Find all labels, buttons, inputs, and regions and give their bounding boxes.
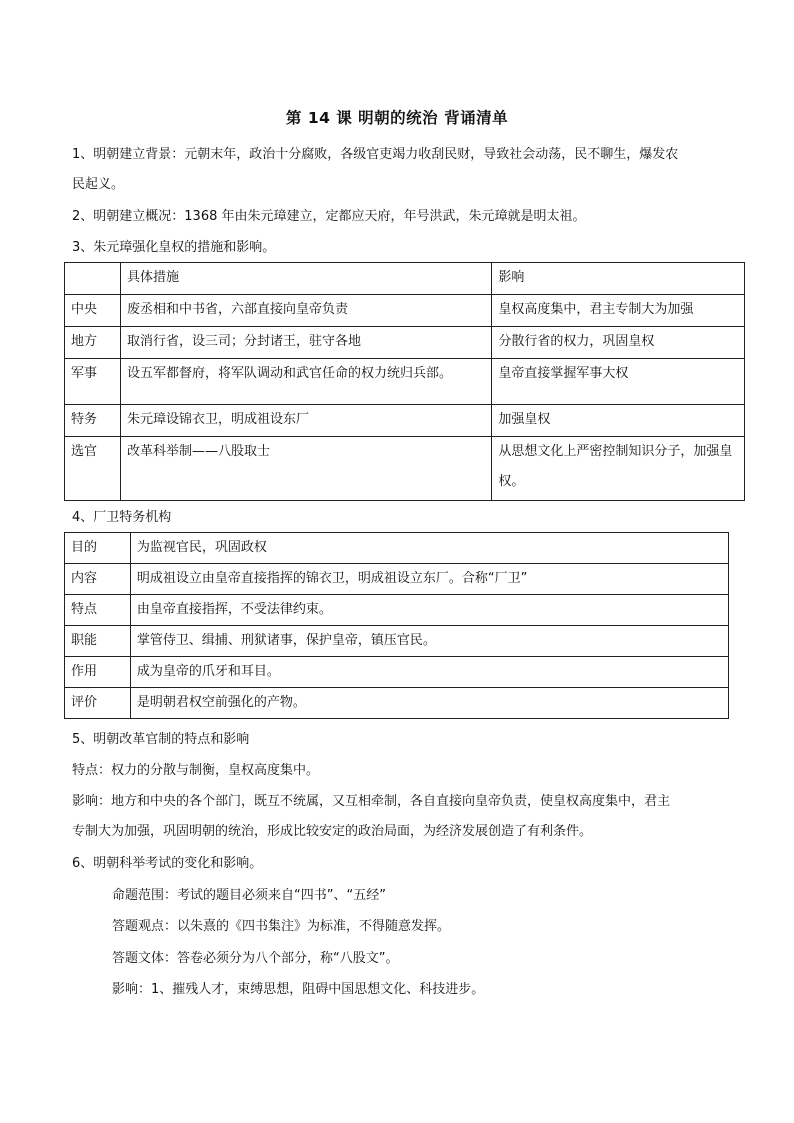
paragraph-5-feature: 特点：权力的分散与制衡，皇权高度集中。: [72, 763, 320, 778]
table-cell-detail: 成为皇帝的爪牙和耳目。: [130, 657, 728, 688]
table-cell-impact: 皇帝直接掌握军事大权: [492, 359, 745, 405]
table-row: [65, 437, 745, 501]
table-cell-detail: 由皇帝直接指挥，不受法律约束。: [130, 595, 728, 626]
paragraph-3-heading: 3、朱元璋强化皇权的措施和影响。: [72, 240, 276, 255]
changwei-table: [64, 532, 729, 719]
paragraph-4-heading: 4、厂卫特务机构: [72, 510, 172, 525]
table-row: [65, 595, 729, 626]
table-row: [65, 688, 729, 719]
table-header-cell: 具体措施: [120, 263, 491, 295]
table-cell-category: 地方: [65, 327, 121, 359]
table-row: [65, 657, 729, 688]
table-row: [65, 295, 745, 327]
page-title: 第 14 课 明朝的统治 背诵清单: [285, 109, 509, 127]
paragraph-6-heading: 6、明朝科举考试的变化和影响。: [72, 856, 263, 871]
table-cell-aspect: 职能: [65, 626, 131, 657]
table-cell-impact: 皇权高度集中，君主专制大为加强: [492, 295, 745, 327]
table-cell-aspect: 目的: [65, 533, 131, 564]
table-cell-category: 军事: [65, 359, 121, 405]
table-cell-measure: 改革科举制——八股取士: [120, 437, 491, 501]
paragraph-6-effect: 影响：1、摧残人才，束缚思想，阻碍中国思想文化、科技进步。: [112, 982, 485, 997]
table-cell-detail: 明成祖设立由皇帝直接指挥的锦衣卫，明成祖设立东厂。合称“厂卫”: [130, 564, 728, 595]
table-cell-impact: 加强皇权: [492, 405, 745, 437]
table-row: [65, 359, 745, 405]
table-cell-aspect: 特点: [65, 595, 131, 626]
paragraph-1-line-2: 民起义。: [72, 177, 125, 192]
table-header-row: [65, 263, 745, 295]
measures-table: [64, 262, 745, 501]
table-cell-detail: 掌管侍卫、缉捕、刑狱诸事，保护皇帝，镇压官民。: [130, 626, 728, 657]
table-cell-detail: 为监视官民，巩固政权: [130, 533, 728, 564]
table-cell-impact: 分散行省的权力，巩固皇权: [492, 327, 745, 359]
table-cell-measure: 取消行省，设三司；分封诸王，驻守各地: [120, 327, 491, 359]
table-row: [65, 564, 729, 595]
table-row: [65, 405, 745, 437]
table-cell-aspect: 内容: [65, 564, 131, 595]
table-header-cell: [65, 263, 121, 295]
paragraph-1-line-1: 1、明朝建立背景：元朝末年，政治十分腐败，各级官吏竭力收刮民财，导致社会动荡，民不聊生，爆发农: [72, 147, 679, 162]
table-cell-measure: 废丞相和中书省，六部直接向皇帝负责: [120, 295, 491, 327]
table-header-cell: 影响: [492, 263, 745, 295]
table-cell-detail: 是明朝君权空前强化的产物。: [130, 688, 728, 719]
table-cell-measure: 朱元璋设锦衣卫，明成祖设东厂: [120, 405, 491, 437]
table-row: [65, 327, 745, 359]
paragraph-5-effect-line-1: 影响：地方和中央的各个部门，既互不统属，又互相牵制，各自直接向皇帝负责，使皇权高度集中，君主: [72, 794, 671, 809]
paragraph-2: 2、明朝建立概况：1368 年由朱元璋建立，定都应天府，年号洪武，朱元璋就是明太祖。: [72, 209, 586, 224]
paragraph-5-effect-line-2: 专制大为加强，巩固明朝的统治，形成比较安定的政治局面，为经济发展创造了有利条件。: [72, 824, 593, 839]
table-cell-category: 特务: [65, 405, 121, 437]
paragraph-1: [72, 140, 732, 200]
paragraph-6-style: 答题文体：答卷必须分为八个部分，称“八股文”。: [112, 951, 399, 966]
table-cell-aspect: 评价: [65, 688, 131, 719]
table-cell-category: 中央: [65, 295, 121, 327]
table-cell-aspect: 作用: [65, 657, 131, 688]
paragraph-6-viewpoint: 答题观点：以朱熹的《四书集注》为标准，不得随意发挥。: [112, 919, 451, 934]
table-cell-measure: 设五军都督府，将军队调动和武官任命的权力统归兵部。: [120, 359, 491, 405]
table-row: [65, 533, 729, 564]
table-row: [65, 626, 729, 657]
paragraph-6-scope: 命题范围：考试的题目必须来自“四书”、“五经”: [112, 888, 386, 903]
table-cell-category: 选官: [65, 437, 121, 501]
paragraph-5-effect: [72, 787, 732, 847]
paragraph-5-heading: 5、明朝改革官制的特点和影响: [72, 732, 250, 747]
table-cell-impact: 从思想文化上严密控制知识分子，加强皇权。: [492, 437, 745, 501]
